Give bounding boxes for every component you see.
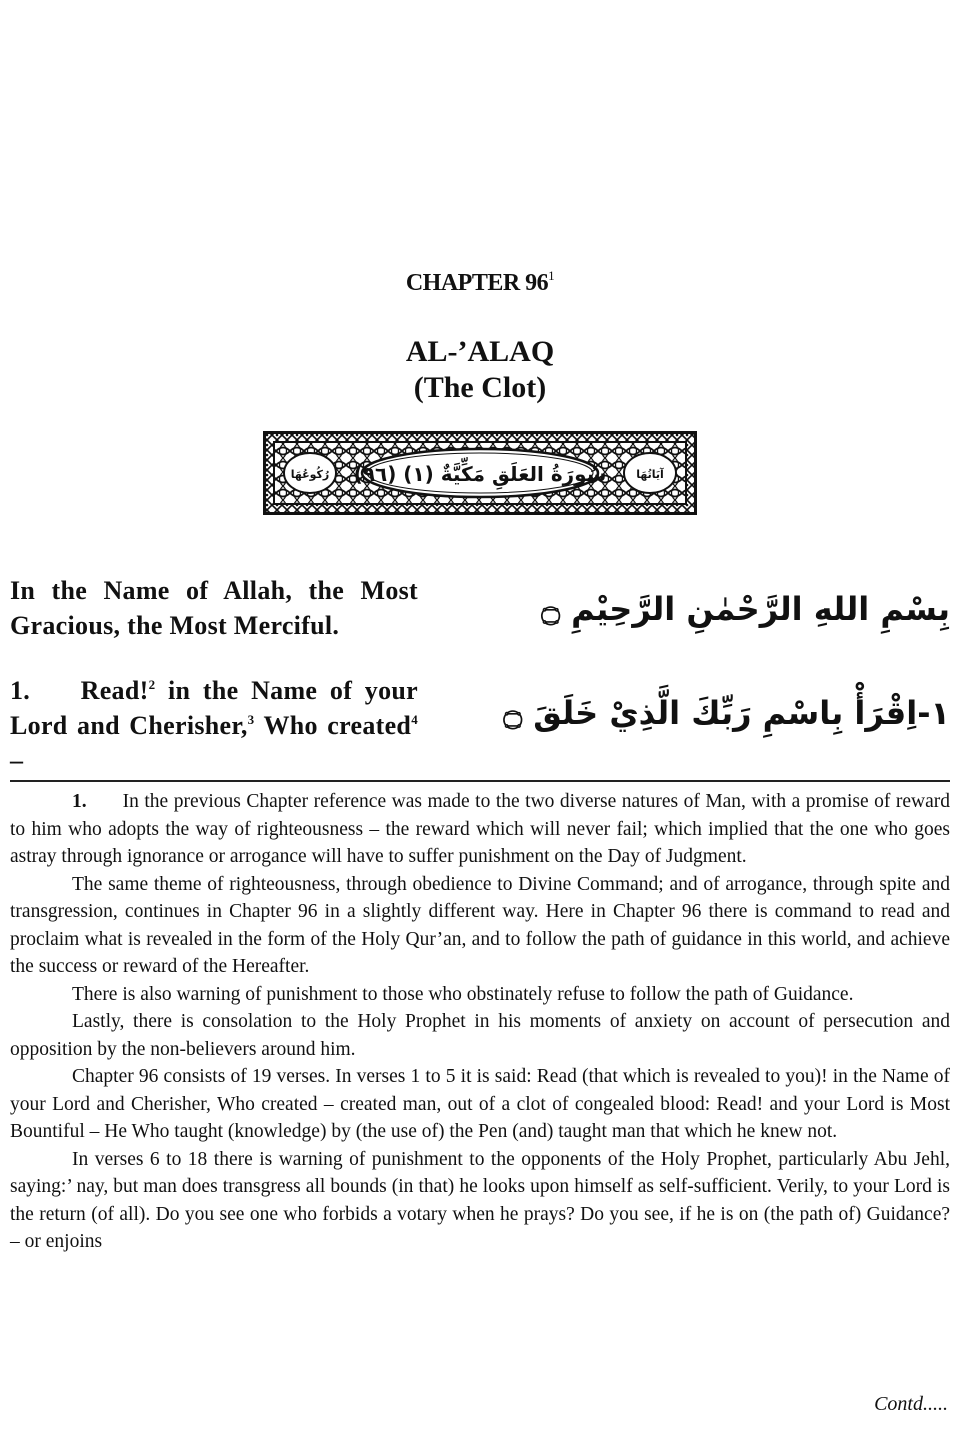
verse-1-english [10,673,418,778]
verse-1-arabic: ١-اِقْرَأْ بِاسْمِ رَبِّكَ الَّذِيْ خَلَقَ ۝ [503,694,950,732]
continued-marker: Contd..... [874,1393,948,1415]
chapter-label [0,268,960,297]
footnote-commentary [10,788,950,1256]
banner-left-text: رُكُوعُهَا [290,468,330,481]
verse-1-text-part: in the Name of your Lord and Cherisher, [10,676,418,740]
commentary-paragraph: In verses 6 to 18 there is warning of punishment to the opponents of the Holy Prophet, particularly Abu Jehl, saying:’ nay, but man does transgress all bounds (in that) he looks upon himself as self-sufficient. Verily, to your Lord is the return (of all). Do you see one who forbids a votary when he prays? Do you see, if he is on (the path of) Guidance? – or enjoins [10,1148,950,1252]
footnote-number: 1. [72,791,87,812]
surah-subtitle: (The Clot) [413,371,547,404]
banner-center-text: (٩٦) سُورَةُ العَلَقِ مَكِّيَّةٌ (١) [353,462,607,486]
footnote-divider [10,780,950,782]
commentary-paragraph: Lastly, there is consolation to the Holy Prophet in his moments of anxiety on account of persecution and opposition by the non-believers around him. [10,1011,950,1060]
surah-ornamental-banner [262,430,698,516]
bismillah-arabic: بِسْمِ اللهِ الرَّحْمٰنِ الرَّحِيْمِ ۝ [541,590,950,628]
footnote-ref-2: 2 [148,677,156,692]
verse-1-text-part: Read! [80,676,149,705]
surah-title: AL-’ALAQ [405,335,555,368]
surah-title-block [0,334,960,406]
verse-1-text-part: – [10,746,24,775]
banner-ornament [262,430,698,516]
chapter-footnote-ref: 1 [548,268,555,283]
commentary-paragraph: The same theme of righteousness, through obedience to Divine Command; and of arrogance, through spite and transgression, continues in Chapter 96 in a slightly different way. Here in Chapter 96 there is command to read and proclaim what is revealed in the form of the Holy Qur’an, and to follow the path of guidance in this world, and achieve the success or reward of the Hereafter. [10,873,950,977]
verse-1-text-part: Who created [254,711,412,740]
banner-right-text: آيَاتُهَا [636,468,664,481]
verse-1-number: 1. [10,676,31,705]
footnote-ref-4: 4 [411,712,418,727]
chapter-number: CHAPTER 96 [405,270,549,296]
commentary-text: In the previous Chapter reference was made to the two diverse natures of Man, with a promise of reward to him who adopts the way of righteousness – the reward which will never fail; which implied that the one who goes astray through ignorance or arrogance will have to suffer punishment on the Day of Judgment. [10,791,950,867]
bismillah-english: In the Name of Allah, the Most Gracious, the Most Merciful. [10,576,418,640]
commentary-paragraph: Chapter 96 consists of 19 verses. In verses 1 to 5 it is said: Read (that which is revealed to you)! in the Name of your Lord and Cherisher, Who created – created man, out of a clot of congealed blood: Read! and your Lord is Most Bountiful – He Who taught (knowledge) by (the use of) the Pen (and) taught man that which he knew not. [10,1066,950,1142]
footnote-ref-3: 3 [247,712,255,727]
commentary-paragraph [10,788,950,871]
commentary-paragraph: There is also warning of punishment to those who obstinately refuse to follow the path of Guidance. [72,983,854,1005]
